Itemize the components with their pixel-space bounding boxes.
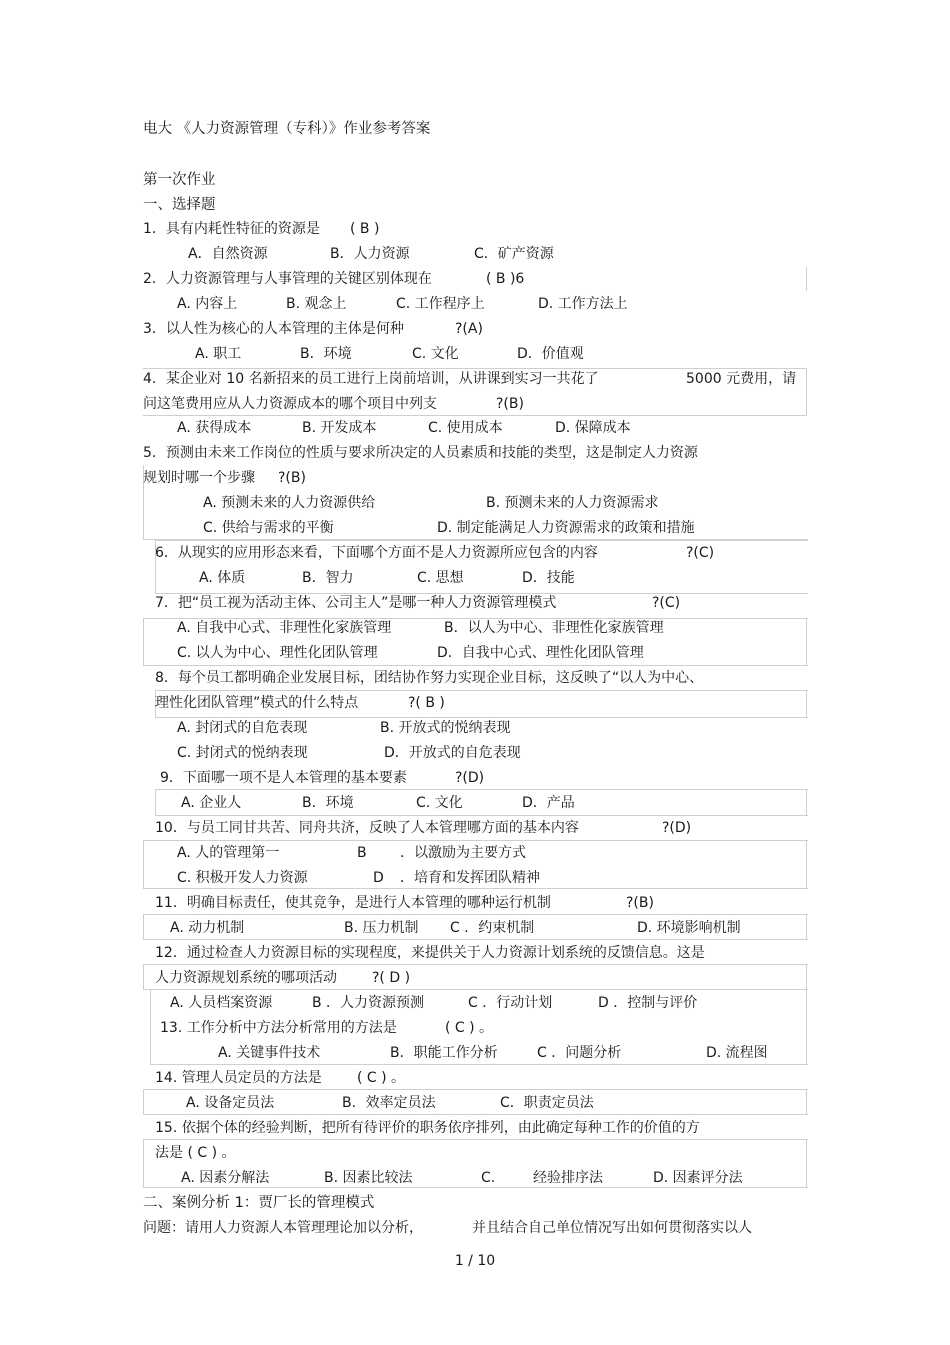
option: A. 封闭式的自危表现 — [177, 720, 308, 736]
answer-key: ?( D ) — [372, 970, 411, 986]
option: ．以激励为主要方式 — [400, 845, 526, 861]
option: D — [373, 870, 384, 886]
option: D. 流程图 — [706, 1045, 768, 1061]
option: A. 动力机制 — [170, 920, 245, 936]
option: B．以人为中心、非理性化家族管理 — [444, 620, 664, 636]
rule — [806, 914, 807, 939]
question-text: 15. 依据个体的经验判断，把所有待评价的职务依序排列，由此确定每种工作的价值的方 — [155, 1120, 700, 1136]
page-number: 1 / 10 — [454, 1253, 496, 1269]
rule — [806, 964, 807, 989]
option: B. 预测未来的人力资源需求 — [486, 495, 659, 511]
rule — [806, 1089, 807, 1114]
section-heading-case: 二、案例分析 1：贾厂长的管理模式 — [143, 1195, 375, 1211]
answer-key: ?( B ) — [408, 695, 445, 711]
option: D．技能 — [522, 570, 575, 586]
rule — [806, 618, 807, 665]
option: D．开放式的自危表现 — [384, 745, 521, 761]
section-heading-choice: 一、选择题 — [143, 197, 216, 213]
option: A. 人的管理第一 — [177, 845, 280, 861]
option: A. 人员档案资源 — [170, 995, 273, 1011]
question-text: 3．以人性为核心的人本管理的主体是何种 — [143, 321, 404, 337]
option: A. 预测未来的人力资源供给 — [203, 495, 376, 511]
option: B — [357, 845, 367, 861]
option: C. 工作程序上 — [396, 296, 485, 312]
option: B．职能工作分析 — [390, 1045, 498, 1061]
answer-key: ?(B) — [278, 470, 306, 486]
option: D. 保障成本 — [555, 420, 631, 436]
option: B. 观念上 — [286, 296, 347, 312]
case-question-tail: 并且结合自己单位情况写出如何贯彻落实以人 — [472, 1220, 752, 1236]
rule — [806, 840, 807, 888]
question-text-cont: 规划时哪一个步骤 — [143, 470, 255, 486]
answer-key: ( C ) 。 — [357, 1070, 406, 1086]
rule — [806, 789, 807, 815]
question-text-cont: 理性化团队管理”模式的什么特点 — [155, 695, 359, 711]
rule — [806, 267, 807, 291]
option: A. 关键事件技术 — [218, 1045, 321, 1061]
question-text: 5．预测由未来工作岗位的性质与要求所决定的人员素质和技能的类型，这是制定人力资源 — [143, 445, 698, 461]
question-text: 10．与员工同甘共苦、同舟共济，反映了人本管理哪方面的基本内容 — [155, 820, 579, 836]
option: A. 设备定员法 — [186, 1095, 275, 1111]
answer-key: ( B ) — [350, 221, 380, 237]
option: B．环境 — [300, 346, 352, 362]
option: C. 使用成本 — [428, 420, 503, 436]
answer-key: ?(D) — [662, 820, 692, 836]
option: C ．行动计划 — [468, 995, 553, 1011]
case-question: 问题：请用人力资源人本管理理论加以分析， — [143, 1220, 423, 1236]
option: C. — [481, 1170, 496, 1186]
question-text: 14. 管理人员定员的方法是 — [155, 1070, 322, 1086]
page-title: 电大 《人力资源管理（专科）》作业参考答案 — [143, 121, 431, 137]
option: A. 因素分解法 — [181, 1170, 270, 1186]
option: C. 供给与需求的平衡 — [203, 520, 334, 536]
question-text: 7．把“员工视为活动主体、公司主人”是哪一种人力资源管理模式 — [155, 595, 557, 611]
option: B ．人力资源预测 — [312, 995, 425, 1011]
answer-key: ?(B) — [496, 396, 524, 412]
answer-key: ?(A) — [455, 321, 483, 337]
option: A. 职工 — [195, 346, 242, 362]
option: ．培育和发挥团队精神 — [400, 870, 540, 886]
option: C. 文化 — [412, 346, 459, 362]
option: C. 以人为中心、理性化团队管理 — [177, 645, 378, 661]
assignment-heading: 第一次作业 — [143, 172, 216, 188]
option: B．人力资源 — [330, 246, 410, 262]
option: C ．问题分析 — [537, 1045, 622, 1061]
option: D. 因素评分法 — [653, 1170, 743, 1186]
option: C. 封闭式的悦纳表现 — [177, 745, 308, 761]
question-text: 8．每个员工都明确企业发展目标，团结协作努力实现企业目标，这反映了“以人为中心、 — [155, 670, 704, 686]
option: B．效率定员法 — [342, 1095, 436, 1111]
question-text-cont: 法是 ( C ) 。 — [155, 1145, 236, 1161]
question-text: 4．某企业对 10 名新招来的员工进行上岗前培训，从讲课到实习一共花了 — [143, 371, 599, 387]
option: D. 制定能满足人力资源需求的政策和措施 — [437, 520, 695, 536]
box-q9 — [155, 789, 808, 816]
question-text-tail: 5000 元费用，请 — [686, 371, 797, 387]
question-text-cont: 人力资源规划系统的哪项活动 — [155, 970, 337, 986]
option: D．价值观 — [517, 346, 584, 362]
option: D. 工作方法上 — [538, 296, 628, 312]
rule — [806, 989, 807, 1064]
option: A．自然资源 — [188, 246, 268, 262]
option: D ．控制与评价 — [598, 995, 698, 1011]
option: C. 文化 — [416, 795, 463, 811]
option: D. 环境影响机制 — [637, 920, 741, 936]
option: B. 开发成本 — [302, 420, 377, 436]
question-text: 2．人力资源管理与人事管理的关键区别体现在 — [143, 271, 432, 287]
answer-key: ?(C) — [686, 545, 715, 561]
option: A. 体质 — [199, 570, 246, 586]
option: C．职责定员法 — [500, 1095, 594, 1111]
rule — [806, 1139, 807, 1187]
question-text: 1．具有内耗性特征的资源是 — [143, 221, 320, 237]
option: B. 开放式的悦纳表现 — [380, 720, 511, 736]
option: C ．约束机制 — [450, 920, 535, 936]
option: B. 压力机制 — [344, 920, 419, 936]
question-text: 13. 工作分析中方法分析常用的方法是 — [160, 1020, 397, 1036]
question-text: 11．明确目标责任，使其竞争，是进行人本管理的哪种运行机制 — [155, 895, 551, 911]
question-text: 12．通过检查人力资源目标的实现程度，来提供关于人力资源计划系统的反馈信息。这是 — [155, 945, 705, 961]
option: 经验排序法 — [533, 1170, 603, 1186]
answer-key: ( B )6 — [486, 271, 525, 287]
option: C．矿产资源 — [474, 246, 554, 262]
question-text: 9．下面哪一项不是人本管理的基本要素 — [160, 770, 407, 786]
option: C. 积极开发人力资源 — [177, 870, 308, 886]
answer-key: ?(C) — [652, 595, 681, 611]
option: A. 企业人 — [181, 795, 242, 811]
option: D．自我中心式、理性化团队管理 — [437, 645, 644, 661]
rule — [806, 368, 807, 415]
rule — [806, 690, 807, 717]
option: C. 思想 — [417, 570, 464, 586]
answer-key: ?(D) — [455, 770, 485, 786]
option: D．产品 — [522, 795, 575, 811]
option: B．智力 — [302, 570, 354, 586]
answer-key: ( C ) 。 — [445, 1020, 494, 1036]
answer-key: ?(B) — [626, 895, 654, 911]
option: B. 因素比较法 — [324, 1170, 413, 1186]
option: B．环境 — [302, 795, 354, 811]
option: A. 内容上 — [177, 296, 238, 312]
option: A. 自我中心式、非理性化家族管理 — [177, 620, 392, 636]
question-text-cont: 问这笔费用应从人力资源成本的哪个项目中列支 — [143, 396, 437, 412]
option: A. 获得成本 — [177, 420, 252, 436]
question-text: 6．从现实的应用形态来看，下面哪个方面不是人力资源所应包含的内容 — [155, 545, 598, 561]
